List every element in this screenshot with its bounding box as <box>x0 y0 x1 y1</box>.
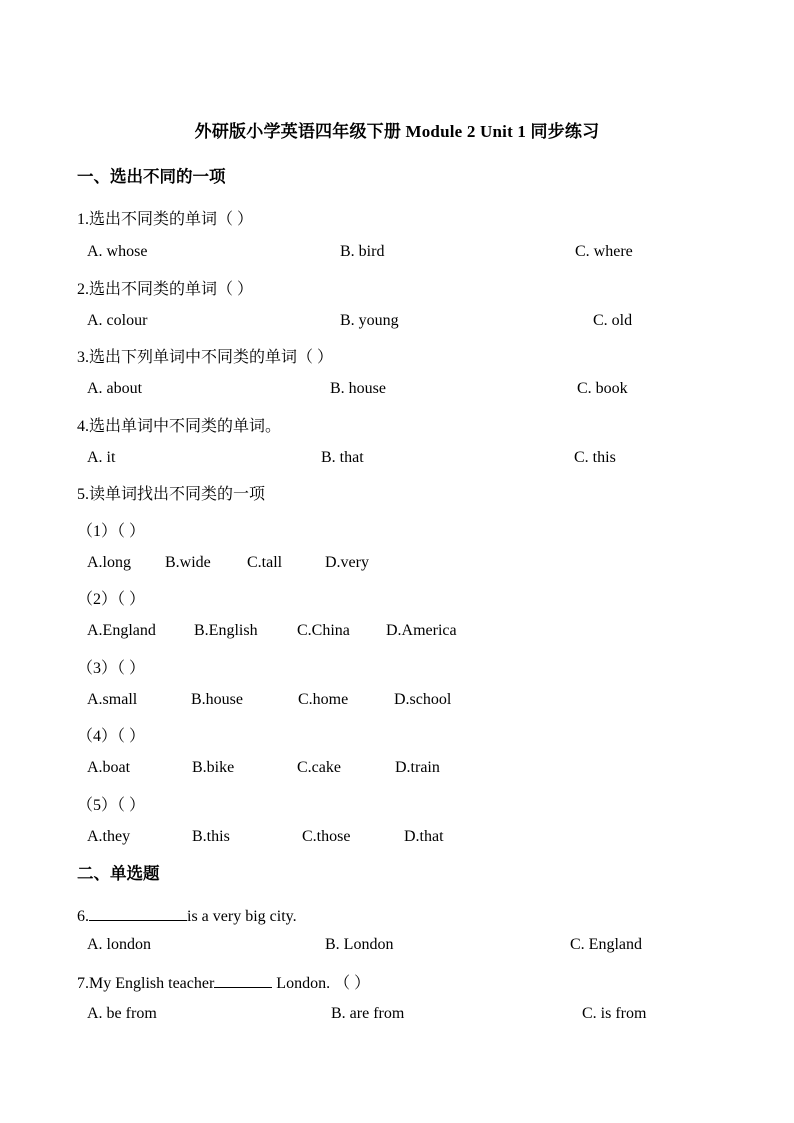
question-5-sub-2-option-c: C.China <box>297 622 350 639</box>
question-5-sub-1-option-d: D.very <box>325 554 369 571</box>
question-7-option-c: C. is from <box>582 1005 647 1022</box>
question-5-sub-4-option-a: A.boat <box>87 759 131 776</box>
question-5-sub-2-option-b: B.English <box>194 622 258 639</box>
question-7-option-a: A. be from <box>87 1005 157 1022</box>
question-5-sub-5-label: （5）（ ） <box>77 797 146 814</box>
question-5-sub-2-label: （2）（ ） <box>77 591 146 608</box>
question-4-option-c: C. this <box>574 449 616 466</box>
question-7-stem <box>77 970 370 993</box>
question-1-stem: 1.选出不同类的单词（ ） <box>77 211 254 228</box>
question-2-option-b: B. young <box>340 312 399 329</box>
question-5-sub-3-option-a: A.small <box>87 691 138 708</box>
question-7-option-b: B. are from <box>331 1005 405 1022</box>
question-3-stem: 3.选出下列单词中不同类的单词（ ） <box>77 349 334 366</box>
question-3-option-b: B. house <box>330 380 386 397</box>
question-5-sub-2-option-d: D.America <box>386 622 457 639</box>
question-5-sub-4-option-d: D.train <box>395 759 440 776</box>
question-6-number: 6. <box>77 908 89 925</box>
question-5-sub-3-option-c: C.home <box>298 691 349 708</box>
question-5-sub-4-label: （4）（ ） <box>77 728 146 745</box>
question-3-option-a: A. about <box>87 380 143 397</box>
question-1-option-a: A. whose <box>87 243 148 260</box>
question-7-text-after: London. （ ） <box>272 975 371 992</box>
section-heading-1: 一、选出不同的一项 <box>77 167 226 186</box>
question-4-option-b: B. that <box>321 449 364 466</box>
question-1-option-b: B. bird <box>340 243 385 260</box>
question-6-stem <box>77 904 297 926</box>
question-7-text-before: 7.My English teacher <box>77 975 215 992</box>
question-5-sub-1-label: （1）（ ） <box>77 523 146 540</box>
question-6-blank <box>89 904 187 921</box>
question-5-sub-4-option-c: C.cake <box>297 759 341 776</box>
question-6-option-a: A. london <box>87 936 151 953</box>
page-title: 外研版小学英语四年级下册 Module 2 Unit 1 同步练习 <box>194 122 600 141</box>
question-5-sub-5-option-c: C.those <box>302 828 351 845</box>
question-7-blank <box>214 971 272 988</box>
question-6-option-b: B. London <box>325 936 394 953</box>
question-5-sub-2-option-a: A.England <box>87 622 156 639</box>
question-4-stem: 4.选出单词中不同类的单词。 <box>77 418 282 435</box>
question-5-sub-3-option-d: D.school <box>394 691 452 708</box>
question-5-sub-5-option-a: A.they <box>87 828 131 845</box>
question-5-sub-5-option-b: B.this <box>192 828 230 845</box>
section-heading-2: 二、单选题 <box>77 864 160 883</box>
question-3-option-c: C. book <box>577 380 628 397</box>
question-2-option-a: A. colour <box>87 312 148 329</box>
question-5-stem: 5.读单词找出不同类的一项 <box>77 486 266 503</box>
question-5-sub-4-option-b: B.bike <box>192 759 235 776</box>
question-2-stem: 2.选出不同类的单词（ ） <box>77 281 254 298</box>
question-5-sub-1-option-a: A.long <box>87 554 131 571</box>
question-2-option-c: C. old <box>593 312 633 329</box>
question-4-option-a: A. it <box>87 449 116 466</box>
question-1-option-c: C. where <box>575 243 633 260</box>
question-5-sub-5-option-d: D.that <box>404 828 444 845</box>
question-6-text: is a very big city. <box>187 908 297 925</box>
question-5-sub-1-option-c: C.tall <box>247 554 283 571</box>
question-5-sub-3-label: （3）（ ） <box>77 660 146 677</box>
question-5-sub-1-option-b: B.wide <box>165 554 211 571</box>
question-6-option-c: C. England <box>570 936 642 953</box>
question-5-sub-3-option-b: B.house <box>191 691 243 708</box>
